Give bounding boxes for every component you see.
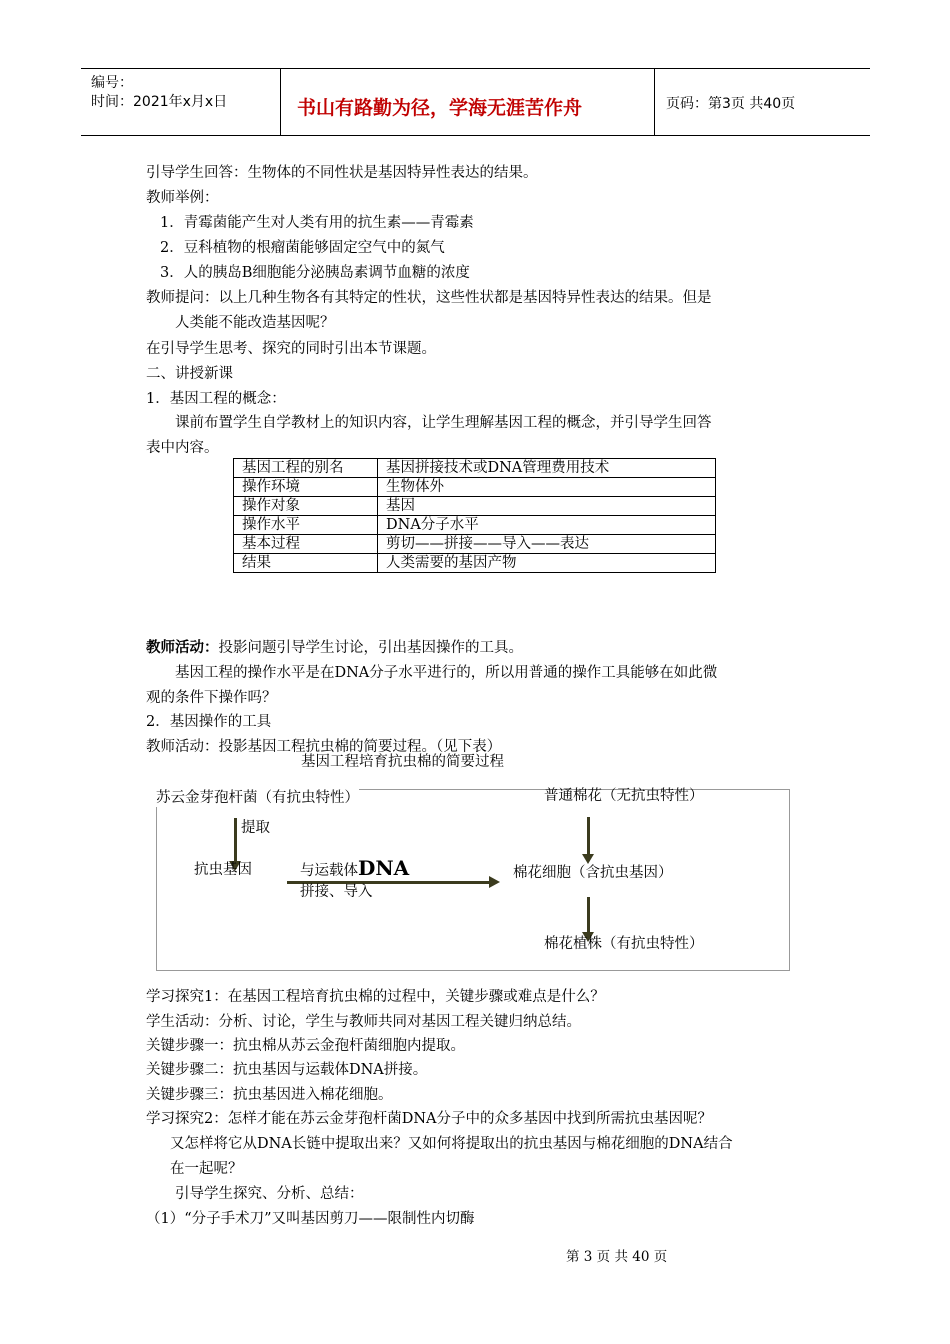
table-cell: 剪切——拼接——导入——表达 — [378, 535, 716, 554]
example-1: 1．青霉菌能产生对人类有用的抗生素——青霉素 — [160, 215, 474, 231]
table-cell: 操作对象 — [234, 497, 378, 516]
para-examples-label: 教师举例： — [146, 190, 219, 206]
para-preview-line1: 课前布置学生自学教材上的知识内容，让学生理解基因工程的概念，并引导学生回答 — [175, 415, 712, 431]
table-cell: DNA分子水平 — [378, 516, 716, 535]
footer-page-number: 第 3 页 共 40 页 — [566, 1249, 668, 1265]
table-cell: 操作环境 — [234, 478, 378, 497]
inquiry-1: 学习探究1：在基因工程培育抗虫棉的过程中，关键步骤或难点是什么？ — [146, 989, 605, 1005]
inquiry-2-line3: 在一起呢？ — [170, 1161, 243, 1177]
table-cell: 人类需要的基因产物 — [378, 554, 716, 573]
example-3: 3．人的胰岛B细胞能分泌胰岛素调节血糖的浓度 — [160, 265, 470, 281]
para-question-line2: 人类能不能改造基因呢？ — [175, 315, 335, 331]
teacher-activity-1 — [146, 636, 523, 657]
para-topic: 在引导学生思考、探究的同时引出本节课题。 — [146, 341, 436, 357]
diagram-cotton-label: 普通棉花（无抗虫特性） — [544, 788, 704, 804]
diagram-extract-label: 提取 — [241, 820, 270, 836]
table-cell: 操作水平 — [234, 516, 378, 535]
serial-label: 编号： — [91, 75, 133, 91]
page-label: 页码：第3页 共40页 — [666, 96, 796, 112]
inquiry-2-line2: 又怎样将它从DNA长链中提取出来？又如何将提取出的抗虫基因与棉花细胞的DNA结合 — [170, 1136, 733, 1152]
para-tools-question-line2: 观的条件下操作吗？ — [146, 690, 277, 706]
para-question-line1: 教师提问：以上几种生物各有其特定的性状，这些性状都是基因特异性表达的结果。但是 — [146, 290, 712, 306]
subsection-concept: 1．基因工程的概念： — [146, 391, 286, 407]
diagram-bt-label: 苏云金芽孢杆菌（有抗虫特性） — [156, 786, 359, 807]
header-divider-right — [654, 68, 655, 136]
diagram-title: 基因工程培育抗虫棉的简要过程 — [301, 754, 504, 770]
key-step-2: 关键步骤二：抗虫基因与运载体DNA拼接。 — [146, 1062, 428, 1078]
table-cell: 基因 — [378, 497, 716, 516]
inquiry-2-line1: 学习探究2：怎样才能在苏云金芽孢杆菌DNA分子中的众多基因中找到所需抗虫基因呢？ — [146, 1111, 713, 1127]
table-row — [234, 497, 716, 516]
time-label: 时间：2021年x月x日 — [91, 94, 228, 110]
arrow-plant — [587, 897, 590, 933]
table-row — [234, 478, 716, 497]
diagram-vector-label — [300, 856, 409, 880]
teacher-activity-1-label: 教师活动： — [146, 640, 219, 656]
arrow-extract — [234, 818, 237, 862]
table-cell: 生物体外 — [378, 478, 716, 497]
diagram-plant-label: 棉花植株（有抗虫特性） — [544, 936, 704, 952]
gene-engineering-table — [233, 458, 716, 573]
table-cell: 基因拼接技术或DNA管理费用技术 — [378, 459, 716, 478]
key-step-1: 关键步骤一：抗虫棉从苏云金孢杆菌细胞内提取。 — [146, 1038, 465, 1054]
subsection-tools: 2．基因操作的工具 — [146, 714, 272, 730]
diagram-vector-text: 与运载体 — [300, 863, 358, 879]
section-new-lesson: 二、讲授新课 — [146, 366, 233, 382]
diagram-cell-label: 棉花细胞（含抗虫基因） — [513, 865, 673, 881]
table-row — [234, 554, 716, 573]
key-step-3: 关键步骤三：抗虫基因进入棉花细胞。 — [146, 1087, 393, 1103]
diagram-gene-label: 抗虫基因 — [194, 862, 252, 878]
table-cell: 结果 — [234, 554, 378, 573]
example-2: 2．豆科植物的根瘤菌能够固定空气中的氮气 — [160, 240, 445, 256]
para-preview-line2: 表中内容。 — [146, 440, 219, 456]
table-cell: 基因工程的别名 — [234, 459, 378, 478]
table-row — [234, 459, 716, 478]
diagram-splice-label: 拼接、导入 — [300, 884, 373, 900]
teacher-activity-1-text: 投影问题引导学生讨论，引出基因操作的工具。 — [218, 640, 523, 656]
item-restriction-enzyme: （1）“分子手术刀”又叫基因剪刀——限制性内切酶 — [146, 1211, 475, 1227]
header-divider-left — [280, 68, 281, 136]
student-activity: 学生活动：分析、讨论，学生与教师共同对基因工程关键归纳总结。 — [146, 1014, 581, 1030]
para-tools-question-line1: 基因工程的操作水平是在DNA分子水平进行的，所以用普通的操作工具能够在如此微 — [175, 665, 718, 681]
table-row — [234, 535, 716, 554]
guide-summary: 引导学生探究、分析、总结： — [175, 1186, 364, 1202]
header-bottom-rule — [81, 135, 870, 136]
header-motto: 书山有路勤为径，学海无涯苦作舟 — [297, 97, 583, 119]
diagram-dna-text: DNA — [358, 856, 410, 880]
table-row — [234, 516, 716, 535]
table-cell: 基本过程 — [234, 535, 378, 554]
header-top-rule — [81, 68, 870, 69]
para-answer: 引导学生回答：生物体的不同性状是基因特异性表达的结果。 — [146, 165, 538, 181]
arrow-cotton — [587, 817, 590, 855]
teacher-activity-2: 教师活动：投影基因工程抗虫棉的简要过程。（见下表） — [146, 739, 502, 755]
